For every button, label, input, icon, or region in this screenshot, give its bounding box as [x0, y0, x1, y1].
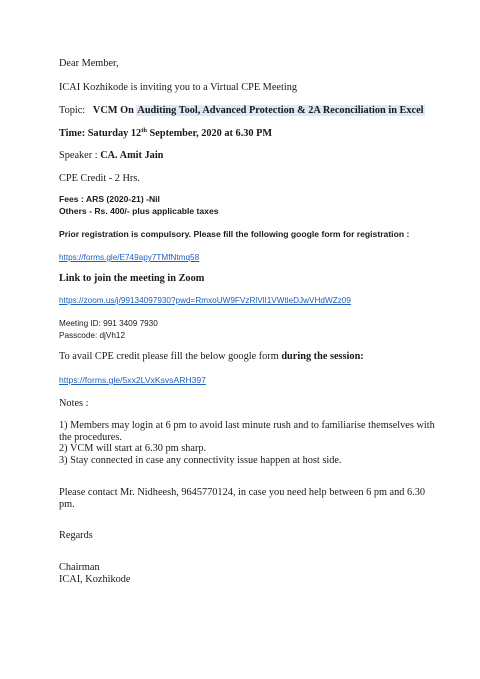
passcode: Passcode: djVh12: [59, 330, 125, 340]
fees-block: [59, 194, 219, 217]
session-form-line: [59, 351, 364, 362]
meeting-id: Meeting ID: 991 3409 7930: [59, 319, 158, 328]
time-sup: th: [141, 127, 147, 134]
cpe-credit: CPE Credit - 2 Hrs.: [59, 173, 140, 184]
topic-line: [59, 105, 425, 116]
note-line: 3) Stay connected in case any connectivity issue happen at host side.: [59, 454, 342, 466]
zoom-heading: Link to join the meeting in Zoom: [59, 273, 205, 284]
signoff-org: ICAI, Kozhikode: [59, 573, 131, 585]
time-line: [59, 128, 272, 139]
time-rest: September, 2020 at 6.30 PM: [146, 128, 273, 139]
registration-link[interactable]: https://forms.gle/E749apy7TMfNtmq58: [59, 253, 200, 262]
notes-list: [59, 420, 435, 466]
topic-title: Auditing Tool, Advanced Protection & 2A Reconciliation in Excel: [137, 105, 424, 116]
contact-line: Please contact Mr. Nidheesh, 9645770124, in case you need help between 6 pm and 6.30 pm.: [59, 487, 426, 510]
topic-label: Topic:: [59, 105, 86, 116]
regards: Regards: [59, 530, 93, 541]
session-form-text: To avail CPE credit please fill the below google form: [59, 351, 282, 362]
zoom-link[interactable]: https://zoom.us/j/99134097930?pwd=RmxoUW9FVzRlVlI1VWtleDJwVHdWZz09: [59, 296, 351, 305]
meeting-credentials: [59, 318, 158, 341]
invite-line: ICAI Kozhikode is inviting you to a Virtual CPE Meeting: [59, 82, 297, 93]
speaker-line: [59, 150, 163, 161]
session-link[interactable]: https://forms.gle/5xx2LVxKsvsARH397: [59, 375, 206, 385]
fees-line-2: Others - Rs. 400/- plus applicable taxes: [59, 205, 219, 216]
note-line: the procedures.: [59, 431, 122, 443]
signoff-title: Chairman: [59, 562, 100, 573]
signoff-block: [59, 562, 131, 585]
speaker-label: Speaker :: [59, 150, 101, 161]
registration-notice: Prior registration is compulsory. Please fill the following google form for registration :: [59, 229, 410, 239]
session-form-bold: during the session:: [281, 351, 364, 362]
time-label: Time: Saturday 12: [59, 128, 142, 139]
notes-label: Notes :: [59, 398, 89, 409]
fees-line-1: Fees : ARS (2020-21) -Nil: [59, 194, 160, 204]
topic-prefix: VCM On: [92, 105, 137, 116]
speaker-name: CA. Amit Jain: [100, 150, 164, 161]
note-line: 1) Members may login at 6 pm to avoid last minute rush and to familiarise themselves with: [59, 420, 435, 431]
greeting: Dear Member,: [59, 58, 119, 69]
note-line: 2) VCM will start at 6.30 pm sharp.: [59, 443, 207, 454]
